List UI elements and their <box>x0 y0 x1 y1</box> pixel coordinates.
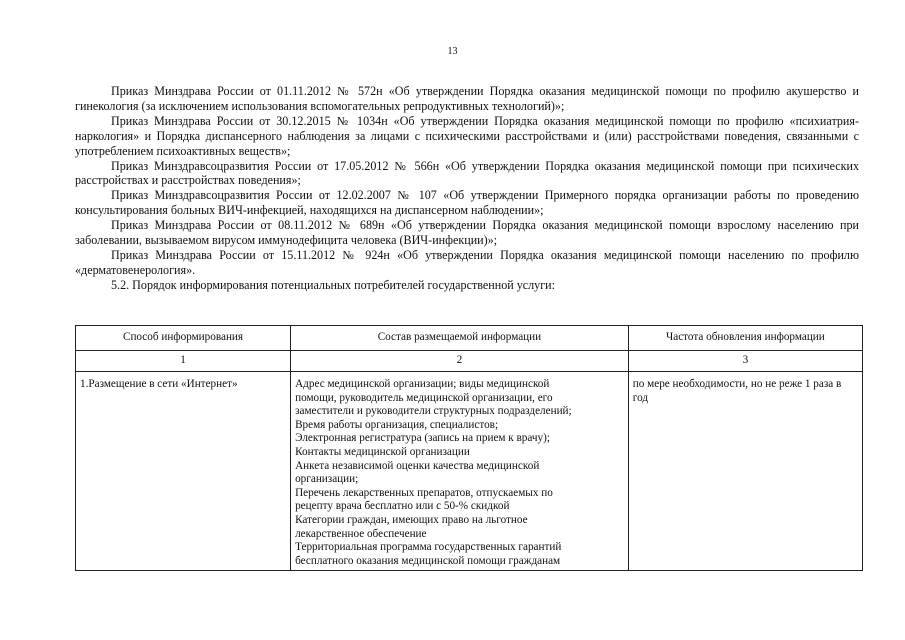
content-line: Контакты медицинской организации <box>295 445 470 458</box>
section-heading-5-2: 5.2. Порядок информирования потенциальных потребителей государственной услуги: <box>111 277 556 292</box>
paragraph-order-572n: Приказ Минздрава России от 01.11.2012 № 572н «Об утверждении Порядка оказания медицинской помощи по профилю акушерство и гинекология (за исключением использования вспомогательных репродуктивных технологий)»; <box>75 84 859 113</box>
content-line: Категории граждан, имеющих право на льготное <box>295 513 528 526</box>
content-line: помощи, руководитель медицинской организации, его <box>295 391 553 404</box>
content-line: Территориальная программа государственных гарантий <box>295 541 562 554</box>
cell-frequency: по мере необходимости, но не реже 1 раза в год <box>628 372 862 571</box>
header-content: Состав размещаемой информации <box>291 326 629 351</box>
column-number: 1 <box>76 351 291 372</box>
content-line: Время работы организация, специалистов; <box>295 418 499 431</box>
content-line: лекарственное обеспечение <box>295 527 427 540</box>
column-number: 3 <box>628 351 862 372</box>
cell-content <box>291 372 629 571</box>
paragraph-order-924n: Приказ Минздрава России от 15.11.2012 № 924н «Об утверждении Порядка оказания медицинской помощи населению по профилю «дерматовенерология». <box>75 247 859 277</box>
content-line: организации; <box>295 473 359 486</box>
column-number: 2 <box>291 351 629 372</box>
table-row <box>76 372 863 571</box>
content-line: рецепту врача бесплатно или с 50-% скидкой <box>295 500 510 513</box>
content-line: Адрес медицинской организации; виды медицинской <box>295 378 550 390</box>
paragraph-order-566n: Приказ Минздравсоцразвития России от 17.05.2012 № 566н «Об утверждении Порядка оказания медицинской помощи при психических расстройствах и расстройствах поведения»; <box>75 158 859 188</box>
table-header-row <box>76 326 863 351</box>
content-line: бесплатного оказания медицинской помощи гражданам <box>295 554 561 567</box>
document-body <box>75 84 859 293</box>
content-line: Электронная регистратура (запись на прием к врачу); <box>295 432 550 445</box>
header-method: Способ информирования <box>76 326 291 351</box>
paragraph-order-689n: Приказ Минздрава России от 08.11.2012 № 689н «Об утверждении Порядка оказания медицинской помощи взрослому населению при заболевании, вызываемом вирусом иммунодефицита человека (ВИЧ-инфекции)»; <box>75 218 859 248</box>
cell-method: 1.Размещение в сети «Интернет» <box>76 372 291 571</box>
content-line: Анкета независимой оценки качества медицинской <box>295 459 540 472</box>
table-number-row <box>76 351 863 372</box>
information-table <box>75 325 863 571</box>
paragraph-order-107: Приказ Минздравсоцразвития России от 12.02.2007 № 107 «Об утверждении Примерного порядка организации работы по проведению консультирования больных ВИЧ-инфекцией, находящихся на диспансерном наблюдении»; <box>75 188 859 218</box>
paragraph-order-1034n: Приказ Минздрава России от 30.12.2015 № 1034н «Об утверждении Порядка оказания медицинской помощи по профилю «психиатрия-наркология» и Порядка диспансерного наблюдения за лицами с психическими расстройствами и (или) расстройствами поведения, связанными с употреблением психоактивных веществ»; <box>75 113 859 158</box>
header-frequency: Частота обновления информации <box>628 326 862 351</box>
page-number: 13 <box>447 46 458 57</box>
content-line: заместители и руководители структурных подразделений; <box>295 405 572 418</box>
content-line: Перечень лекарственных препаратов, отпускаемых по <box>295 486 553 499</box>
